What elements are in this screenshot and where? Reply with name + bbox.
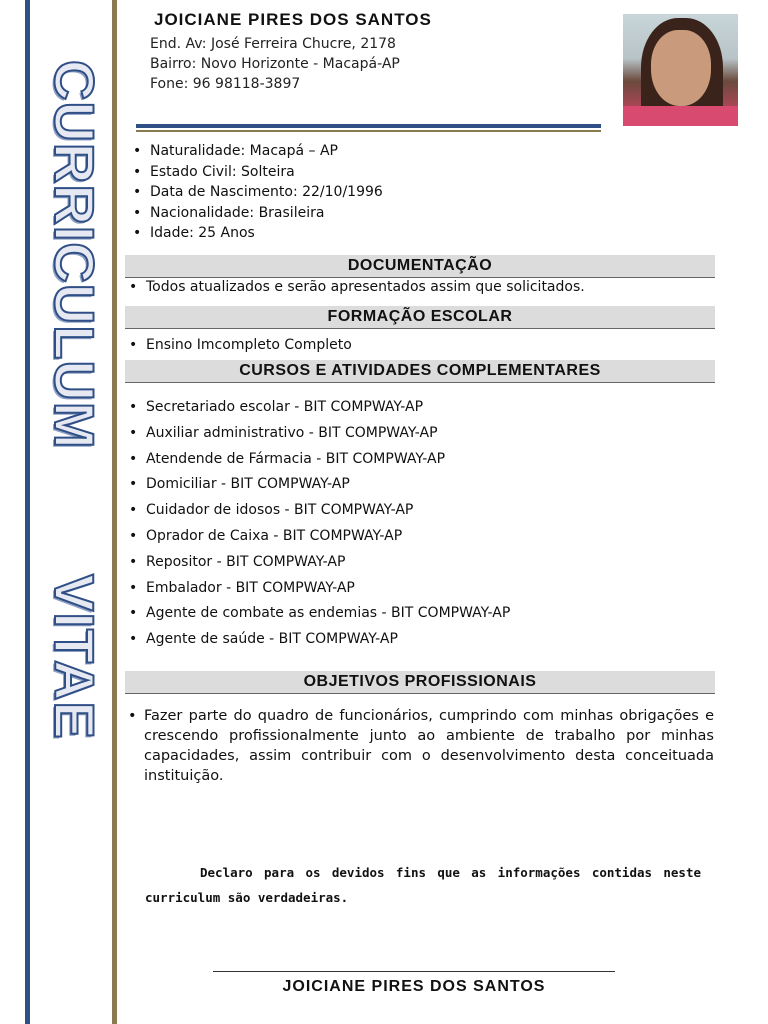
course-item: • Secretariado escolar - BIT COMPWAY-AP — [126, 395, 510, 421]
applicant-name: JOICIANE PIRES DOS SANTOS — [154, 10, 432, 29]
left-gold-border — [112, 0, 117, 1024]
courses-list — [126, 395, 510, 653]
vertical-title-word-vitae: VITAE — [43, 574, 106, 740]
neighborhood-line: Bairro: Novo Horizonte - Macapá-AP — [150, 56, 400, 72]
signature-line — [213, 971, 615, 972]
education-item: • Ensino Imcompleto Completo — [126, 337, 352, 353]
photo-shirt — [623, 106, 738, 126]
personal-info-item: • Naturalidade: Macapá – AP — [130, 141, 383, 162]
profile-photo — [623, 14, 738, 126]
header-divider-blue — [136, 124, 601, 128]
contact-header — [150, 10, 610, 94]
course-item: • Embalador - BIT COMPWAY-AP — [126, 576, 510, 602]
photo-face — [651, 30, 711, 106]
section-title-education: FORMAÇÃO ESCOLAR — [125, 306, 715, 329]
course-item: • Oprador de Caixa - BIT COMPWAY-AP — [126, 524, 510, 550]
section-title-courses: CURSOS E ATIVIDADES COMPLEMENTARES — [125, 360, 715, 383]
course-item: • Atendende de Fármacia - BIT COMPWAY-AP — [126, 447, 510, 473]
course-item: • Repositor - BIT COMPWAY-AP — [126, 550, 510, 576]
personal-info-item: • Estado Civil: Solteira — [130, 162, 383, 183]
education-list — [126, 337, 352, 353]
course-item: • Auxiliar administrativo - BIT COMPWAY-AP — [126, 421, 510, 447]
curriculum-vitae-vertical-title — [44, 60, 104, 740]
personal-info-item: • Nacionalidade: Brasileira — [130, 203, 383, 224]
phone-line: Fone: 96 98118-3897 — [150, 76, 301, 92]
course-item: • Domiciliar - BIT COMPWAY-AP — [126, 472, 510, 498]
course-item: • Cuidador de idosos - BIT COMPWAY-AP — [126, 498, 510, 524]
documentation-item: • Todos atualizados e serão apresentados assim que solicitados. — [126, 279, 585, 295]
section-title-documentation: DOCUMENTAÇÃO — [125, 255, 715, 278]
course-item: • Agente de saúde - BIT COMPWAY-AP — [126, 627, 510, 653]
section-title-objectives: OBJETIVOS PROFISSIONAIS — [125, 671, 715, 694]
personal-info-list — [130, 141, 383, 244]
objective-block — [126, 706, 714, 786]
course-item: • Agente de combate as endemias - BIT COMPWAY-AP — [126, 601, 510, 627]
header-divider-gold — [136, 130, 601, 132]
documentation-list — [126, 279, 585, 295]
declaration-text: Declaro para os devidos fins que as informações contidas neste curriculum são verdadeiras. — [145, 865, 701, 905]
signature-name: JOICIANE PIRES DOS SANTOS — [282, 978, 546, 995]
left-blue-border — [25, 0, 30, 1024]
address-line: End. Av: José Ferreira Chucre, 2178 — [150, 36, 396, 52]
personal-info-item: • Data de Nascimento: 22/10/1996 — [130, 182, 383, 203]
personal-info-item: • Idade: 25 Anos — [130, 223, 383, 244]
objective-text: • Fazer parte do quadro de funcionários, cumprindo com minhas obrigações e crescendo profissionalmente junto ao ambiente de trabalho por minhas capacidades, assim contribuir com o desenvolvimento desta conceituada instituição. — [126, 706, 714, 786]
vertical-title-word-curriculum: CURRICULUM — [43, 60, 106, 450]
